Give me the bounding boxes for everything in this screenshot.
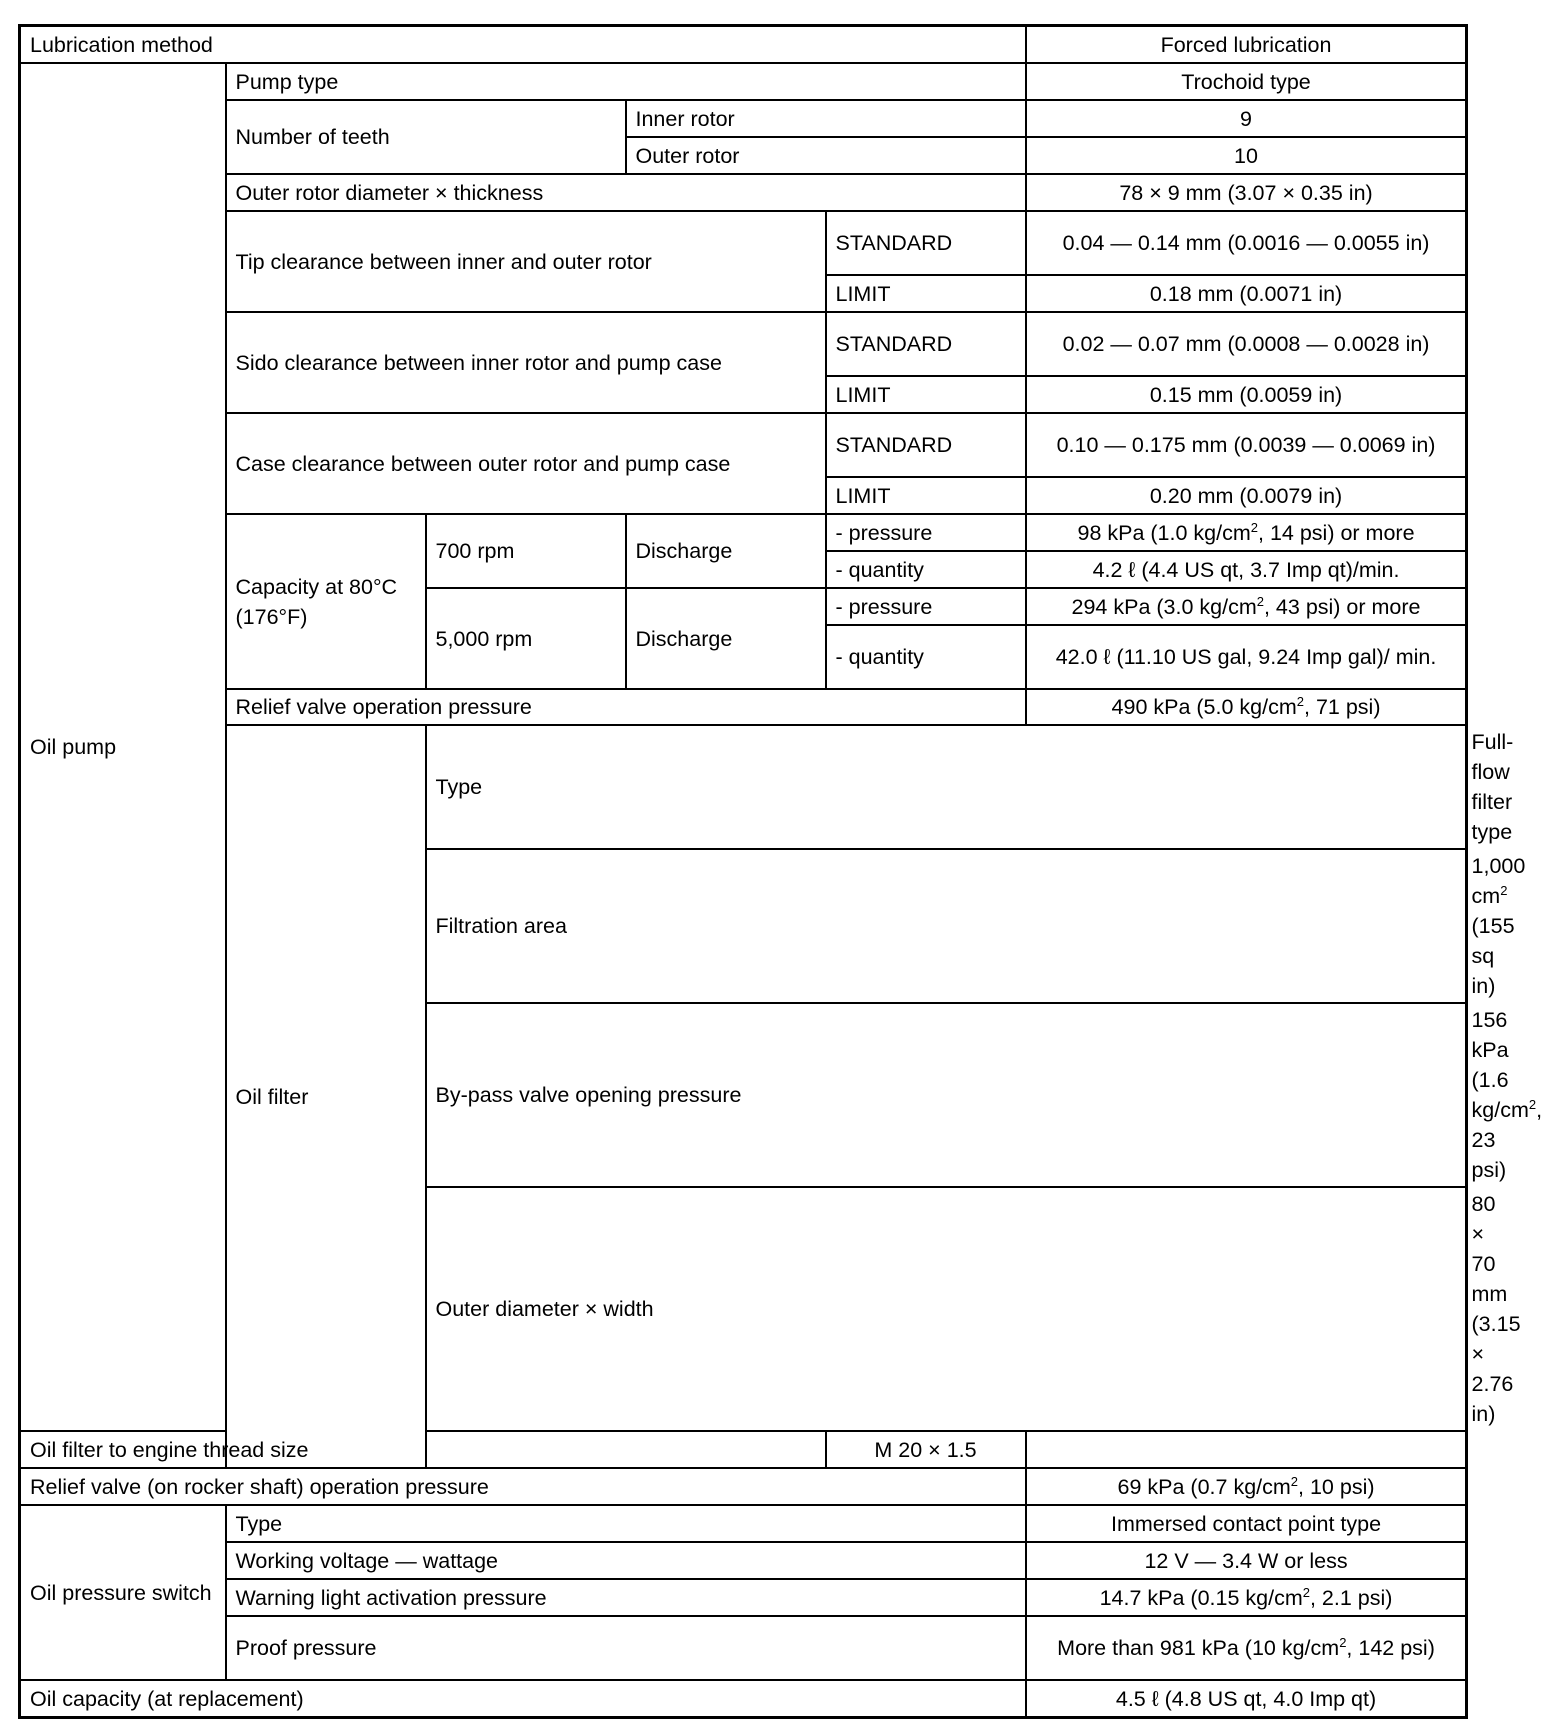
working-voltage-value: 12 V — 3.4 W or less: [1026, 1542, 1467, 1579]
side-clearance-label: Sido clearance between inner rotor and pump case: [226, 312, 826, 413]
quantity-700-value: 4.2 ℓ (4.4 US qt, 3.7 Imp qt)/min.: [1026, 551, 1467, 588]
table-row: [20, 26, 1467, 64]
pressure-switch-section-label: Oil pressure switch: [20, 1505, 226, 1680]
table-row: [20, 689, 1467, 725]
inner-rotor-label: Inner rotor: [626, 100, 1026, 137]
outer-rotor-value: 10: [1026, 137, 1467, 174]
rocker-relief-value: 69 kPa (0.7 $kg/cm^2$, 10 psi): [1026, 1468, 1467, 1505]
table-row: [20, 312, 1467, 376]
oil-filter-section-label: Oil filter: [226, 725, 426, 1468]
oil-capacity-value: 4.5 ℓ (4.8 US qt, 4.0 Imp qt): [1026, 1680, 1467, 1718]
table-row: [20, 1468, 1467, 1505]
capacity-label: Capacity at 80°C (176°F): [226, 514, 426, 689]
case-limit-value: 0.20 mm (0.0079 in): [1026, 477, 1467, 514]
tip-limit-label: LIMIT: [826, 275, 1026, 312]
relief-valve-value: 490 kPa (5.0 $kg/cm^2$, 71 psi): [1026, 689, 1467, 725]
table-row: [20, 413, 1467, 477]
side-standard-value: 0.02 — 0.07 mm (0.0008 — 0.0028 in): [1026, 312, 1467, 376]
table-row: [20, 211, 1467, 275]
tip-standard-value: 0.04 — 0.14 mm (0.0016 — 0.0055 in): [1026, 211, 1467, 275]
lubrication-method-label: Lubrication method: [20, 26, 1026, 64]
outer-rotor-dimension-label: Outer rotor diameter × thickness: [226, 174, 1026, 211]
thread-size-label: Oil filter to engine thread size: [20, 1431, 826, 1468]
discharge-700-label: Discharge: [626, 514, 826, 588]
number-of-teeth-label: Number of teeth: [226, 100, 626, 174]
case-limit-label: LIMIT: [826, 477, 1026, 514]
pressure-5000-value: 294 kPa (3.0 $kg/cm^2$, 43 psi) or more: [1026, 588, 1467, 625]
table-row: By-pass valve opening pressure 156 kPa (1.6 $kg/cm^2$, 23 psi): [20, 1003, 1467, 1187]
quantity-700-label: - quantity: [826, 551, 1026, 588]
oil-pump-section-label: Oil pump: [20, 63, 226, 1431]
table-row: [20, 1542, 1467, 1579]
table-row: [20, 100, 1467, 137]
case-standard-value: 0.10 — 0.175 mm (0.0039 — 0.0069 in): [1026, 413, 1467, 477]
tip-clearance-label: Tip clearance between inner and outer rotor: [226, 211, 826, 312]
warning-light-value: 14.7 kPa (0.15 $kg/cm^2$, 2.1 psi): [1026, 1579, 1467, 1616]
proof-pressure-label: Proof pressure: [226, 1616, 1026, 1680]
filter-size-label: Outer diameter × width: [426, 1187, 1467, 1431]
filter-type-label: Type: [426, 725, 1467, 849]
proof-pressure-value: More than 981 kPa (10 $kg/cm^2$, 142 psi): [1026, 1616, 1467, 1680]
tip-limit-value: 0.18 mm (0.0071 in): [1026, 275, 1467, 312]
tip-standard-label: STANDARD: [826, 211, 1026, 275]
quantity-5000-value: 42.0 ℓ (11.10 US gal, 9.24 Imp gal)/ min.: [1026, 625, 1467, 689]
rpm-5000-label: 5,000 rpm: [426, 588, 626, 689]
bypass-valve-label: By-pass valve opening pressure: [426, 1003, 1467, 1187]
filtration-area-label: Filtration area: [426, 849, 1467, 1003]
discharge-5000-label: Discharge: [626, 588, 826, 689]
switch-type-value: Immersed contact point type: [1026, 1505, 1467, 1542]
inner-rotor-value: 9: [1026, 100, 1467, 137]
table-row: [20, 1505, 1467, 1542]
table-row: [20, 1680, 1467, 1718]
switch-type-label: Type: [226, 1505, 1026, 1542]
rocker-relief-label: Relief valve (on rocker shaft) operation pressure: [20, 1468, 1026, 1505]
warning-light-label: Warning light activation pressure: [226, 1579, 1026, 1616]
thread-size-value: M 20 × 1.5: [826, 1431, 1026, 1468]
table-row: [20, 63, 1467, 100]
outer-rotor-dimension-value: 78 × 9 mm (3.07 × 0.35 in): [1026, 174, 1467, 211]
table-row: [20, 174, 1467, 211]
outer-rotor-label: Outer rotor: [626, 137, 1026, 174]
table-row: [20, 1616, 1467, 1680]
side-standard-label: STANDARD: [826, 312, 1026, 376]
oil-capacity-label: Oil capacity (at replacement): [20, 1680, 1026, 1718]
lubrication-method-value: Forced lubrication: [1026, 26, 1467, 64]
relief-valve-label: Relief valve operation pressure: [226, 689, 1026, 725]
side-limit-value: 0.15 mm (0.0059 in): [1026, 376, 1467, 413]
quantity-5000-label: - quantity: [826, 625, 1026, 689]
table-row: Oil filter Type Full-flow filter type: [20, 725, 1467, 849]
rpm-700-label: 700 rpm: [426, 514, 626, 588]
table-row: [20, 1579, 1467, 1616]
side-limit-label: LIMIT: [826, 376, 1026, 413]
table-row: Filtration area 1,000 $cm^2$ (155 sq in): [20, 849, 1467, 1003]
pressure-700-label: - pressure: [826, 514, 1026, 551]
table-row: [20, 1431, 1467, 1468]
pressure-5000-label: - pressure: [826, 588, 1026, 625]
table-row: [20, 514, 1467, 551]
case-standard-label: STANDARD: [826, 413, 1026, 477]
case-clearance-label: Case clearance between outer rotor and pump case: [226, 413, 826, 514]
pump-type-value: Trochoid type: [1026, 63, 1467, 100]
lubrication-spec-table: [18, 24, 1542, 1719]
pump-type-label: Pump type: [226, 63, 1026, 100]
working-voltage-label: Working voltage — wattage: [226, 1542, 1026, 1579]
pressure-700-value: 98 kPa (1.0 $kg/cm^2$, 14 psi) or more: [1026, 514, 1467, 551]
table-row: Outer diameter × width 80 × 70 mm (3.15 × 2.76 in): [20, 1187, 1467, 1431]
